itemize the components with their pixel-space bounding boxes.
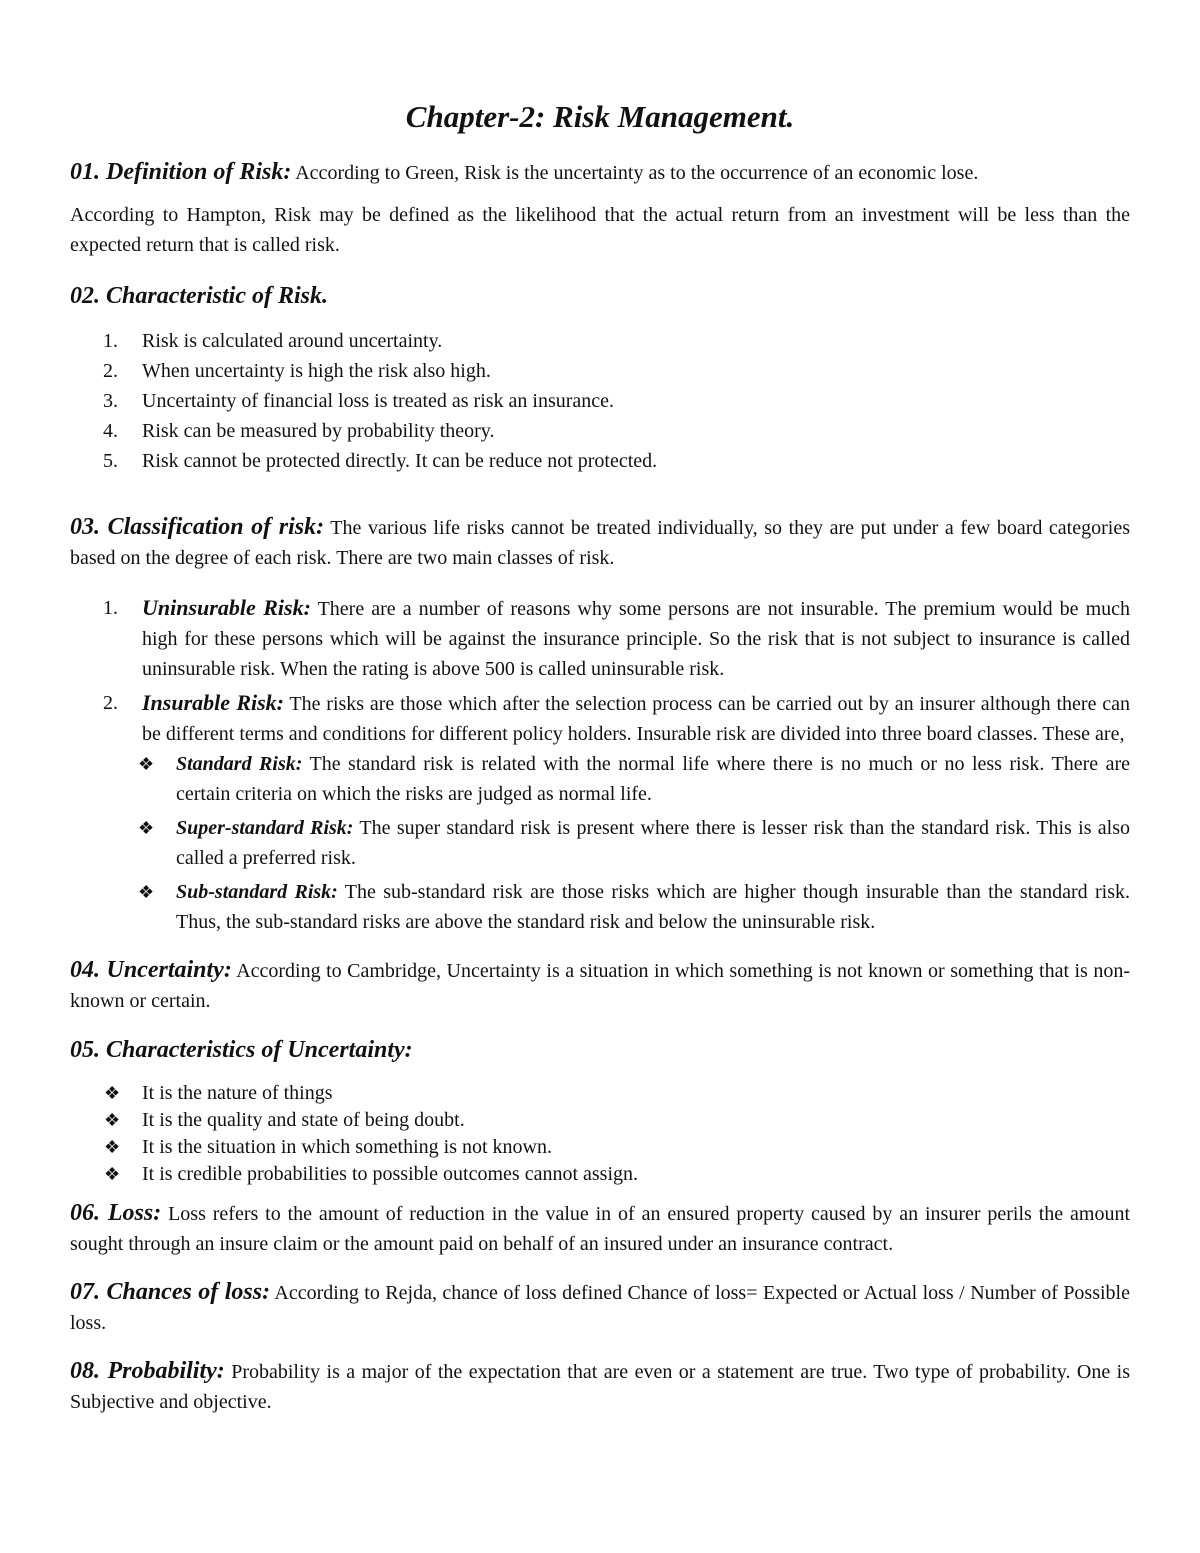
sub-list-item: ❖ Sub-standard Risk: The sub-standard risk are those risks which are higher though insurable than the standard risk. Thus, the sub-standard risks are above the standard risk and below the uninsurable risk. [70, 877, 1130, 937]
section-classification-of-risk [70, 512, 1130, 937]
section-heading: 03. Classification of risk: [70, 514, 325, 541]
diamond-bullet-icon: ❖ [138, 818, 155, 839]
definition-paragraph [70, 157, 1130, 188]
uncertainty-paragraph [70, 955, 1130, 1016]
list-item: ❖ It is credible probabilities to possible outcomes cannot assign. [70, 1161, 1130, 1188]
section-loss [70, 1198, 1130, 1259]
section-uncertainty [70, 955, 1130, 1016]
diamond-bullet-icon: ❖ [104, 1110, 121, 1131]
list-item: ❖ It is the quality and state of being doubt. [70, 1107, 1130, 1134]
hampton-paragraph: According to Hampton, Risk may be defined as the likelihood that the actual return from an investment will be less than the expected return that is called risk. [70, 204, 1130, 257]
classification-paragraph [70, 512, 1130, 573]
term-label: Uninsurable Risk: [142, 595, 311, 621]
chapter-title: Chapter-2: Risk Management. [405, 99, 795, 134]
list-item: 4. Risk can be measured by probability theory. [103, 420, 495, 443]
diamond-bullet-icon: ❖ [104, 1137, 121, 1158]
list-item: 2. Insurable Risk: The risks are those which after the selection process can be carried out by an insurer although there can be different terms and conditions for different policy holders. Insurable risk are divided into three board classes. These are, [103, 690, 1130, 746]
section-text: The various life risks cannot be treated individually, so they are put under a few board categories based on the degree of each risk. There are two main classes of risk. [70, 517, 1130, 570]
section-characteristic-of-risk [70, 280, 1130, 476]
term-label: Super-standard Risk: [176, 817, 354, 840]
risk-class-list [70, 593, 1130, 749]
section-heading: 06. Loss: [70, 1200, 162, 1227]
uncertainty-bullet-list [70, 1080, 1130, 1188]
list-item: ❖ It is the situation in which something is not known. [70, 1134, 1130, 1161]
section-heading: 04. Uncertainty: [70, 957, 232, 984]
section-characteristics-of-uncertainty [70, 1034, 1130, 1188]
diamond-bullet-icon: ❖ [138, 754, 155, 775]
list-item: 1. Uninsurable Risk: There are a number of reasons why some persons are not insurable. The premium would be much high for these persons which will be against the insurance principle. So the risk that is not subject to insurance is called uninsurable risk. When the rating is above 500 is called uninsurable risk. [103, 595, 1130, 681]
chances-of-loss-paragraph [70, 1277, 1130, 1338]
loss-paragraph [70, 1198, 1130, 1259]
diamond-bullet-icon: ❖ [104, 1164, 121, 1185]
section-heading: 07. Chances of loss: [70, 1279, 271, 1306]
characteristic-list [70, 326, 1130, 476]
section-text: According to Green, Risk is the uncertainty as to the occurrence of an economic lose. [291, 162, 979, 185]
probability-paragraph [70, 1356, 1130, 1417]
section-heading: 08. Probability: [70, 1358, 225, 1385]
section-definition-of-risk [70, 157, 1130, 260]
section-heading: 02. Characteristic of Risk. [70, 283, 329, 310]
sub-list-item: ❖ Super-standard Risk: The super standard risk is present where there is lesser risk than the standard risk. This is also called a preferred risk. [70, 813, 1130, 873]
list-item: 3. Uncertainty of financial loss is treated as risk an insurance. [103, 390, 615, 413]
list-item: 5. Risk cannot be protected directly. It can be reduce not protected. [103, 450, 658, 473]
sub-list-item: ❖ Standard Risk: The standard risk is related with the normal life where there is no much or no less risk. There are certain criteria on which the risks are judged as normal life. [70, 749, 1130, 809]
diamond-bullet-icon: ❖ [138, 882, 155, 903]
section-heading: 05. Characteristics of Uncertainty: [70, 1037, 413, 1064]
section-text: Probability is a major of the expectation that are even or a statement are true. Two type of probability. One is Subjective and objective. [70, 1361, 1130, 1414]
list-item: 1. Risk is calculated around uncertainty. [103, 330, 443, 353]
list-item: 2. When uncertainty is high the risk also high. [103, 360, 491, 383]
insurable-subclass-list [70, 749, 1130, 937]
list-item: ❖ It is the nature of things [70, 1080, 1130, 1107]
section-text: According to Cambridge, Uncertainty is a situation in which something is not known or something that is non-known or certain. [70, 960, 1130, 1013]
section-text: Loss refers to the amount of reduction in the value in of an ensured property caused by an insurer perils the amount sought through an insure claim or the amount paid on behalf of an insured under an insurance contract. [70, 1203, 1130, 1256]
term-label: Sub-standard Risk: [176, 881, 338, 904]
section-probability [70, 1356, 1130, 1417]
section-heading: 01. Definition of Risk: [70, 159, 292, 186]
term-label: Standard Risk: [176, 753, 303, 776]
section-chances-of-loss [70, 1277, 1130, 1338]
section-text: According to Rejda, chance of loss defined Chance of loss= Expected or Actual loss / Number of Possible loss. [70, 1282, 1130, 1335]
diamond-bullet-icon: ❖ [104, 1083, 121, 1104]
term-label: Insurable Risk: [142, 690, 284, 716]
